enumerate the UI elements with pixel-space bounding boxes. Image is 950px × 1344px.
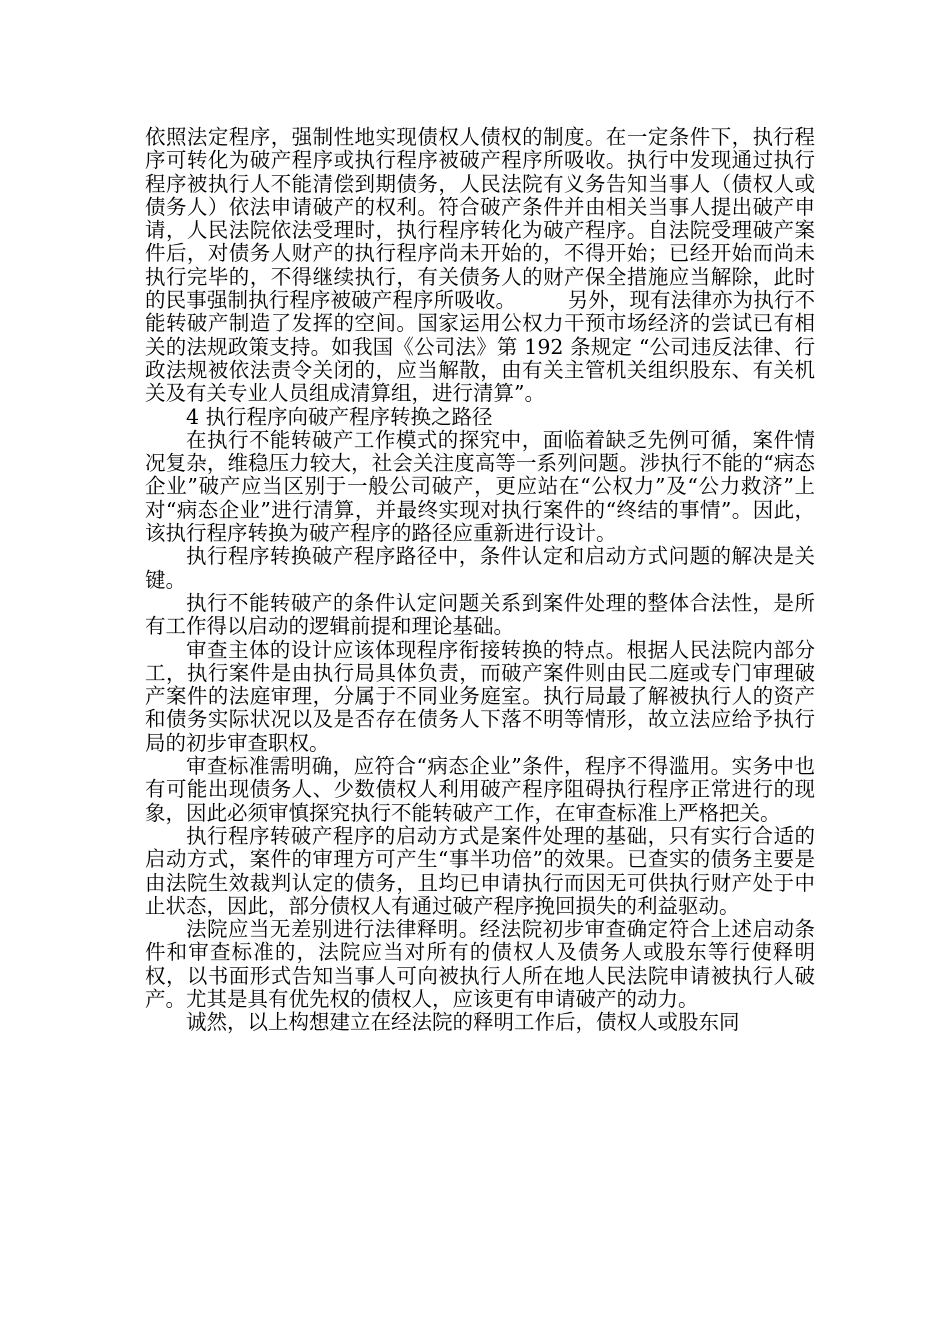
paragraph: 审查标准需明确，应符合“病态企业”条件，程序不得滥用。实务中也有可能出现债务人、少数债权人利用破产程序阻碍执行程序正常进行的现象，因此必须审慎探究执行不能转破产工作，在审查标准上严格把关。: [145, 754, 815, 825]
paragraph-continued: 依照法定程序，强制性地实现债权人债权的制度。在一定条件下，执行程序可转化为破产程序或执行程序被破产程序所吸收。执行中发现通过执行程序被执行人不能清偿到期债务，人民法院有义务告知当事人（债权人或债务人）依法申请破产的权利。符合破产条件并由相关当事人提出破产申请，人民法院依法受理时，执行程序转化为破产程序。自法院受理破产案件后，对债务人财产的执行程序尚未开始的，不得开始；已经开始而尚未执行完毕的，不得继续执行，有关债务人的财产保全措施应当解除，此时的民事强制执行程序被破产程序所吸收。 另外，现有法律亦为执行不能转破产制造了发挥的空间。国家运用公权力干预市场经济的尝试已有相关的法规政策支持。如我国《公司法》第 192 条规定 “公司违反法律、行政法规被依法责令关闭的，应当解散，由有关主管机关组织股东、有关机关及有关专业人员组成清算组，进行清算”。: [145, 125, 815, 406]
paragraph-truncated: 诚然，以上构想建立在经法院的释明工作后，债权人或股东同: [186, 1010, 740, 1035]
document-page: [145, 126, 815, 1035]
section-heading: 4 执行程序向破产程序转换之路径: [186, 404, 493, 429]
paragraph: 审查主体的设计应该体现程序衔接转换的特点。根据人民法院内部分工，执行案件是由执行局具体负责，而破产案件则由民二庭或专门审理破产案件的法庭审理，分属于不同业务庭室。执行局最了解被执行人的资产和债务实际状况以及是否存在债务人下落不明等情形，故立法应给予执行局的初步审查职权。: [145, 637, 815, 755]
paragraph: 在执行不能转破产工作模式的探究中，面临着缺乏先例可循，案件情况复杂，维稳压力较大，社会关注度高等一系列问题。涉执行不能的“病态企业”破产应当区别于一般公司破产，更应站在“公权力”及“公力救济”上对“病态企业”进行清算，并最终实现对执行案件的“终结的事情”。因此，该执行程序转换为破产程序的路径应重新进行设计。: [145, 427, 815, 546]
paragraph: 执行程序转换破产程序路径中，条件认定和启动方式问题的解决是关键。: [145, 544, 815, 592]
paragraph: 执行不能转破产的条件认定问题关系到案件处理的整体合法性，是所有工作得以启动的逻辑前提和理论基础。: [145, 590, 815, 639]
paragraph: 执行程序转破产程序的启动方式是案件处理的基础，只有实行合适的启动方式，案件的审理方可产生“事半功倍”的效果。已查实的债务主要是由法院生效裁判认定的债务，且均已申请执行而因无可供执行财产处于中止状态，因此，部分债权人有通过破产程序挽回损失的利益驱动。: [145, 823, 815, 918]
paragraph: 法院应当无差别进行法律释明。经法院初步审查确定符合上述启动条件和审查标准的，法院应当对所有的债权人及债务人或股东等行使释明权，以书面形式告知当事人可向被执行人所在地人民法院申请被执行人破产。尤其是具有优先权的债权人，应该更有申请破产的动力。: [145, 917, 815, 1011]
